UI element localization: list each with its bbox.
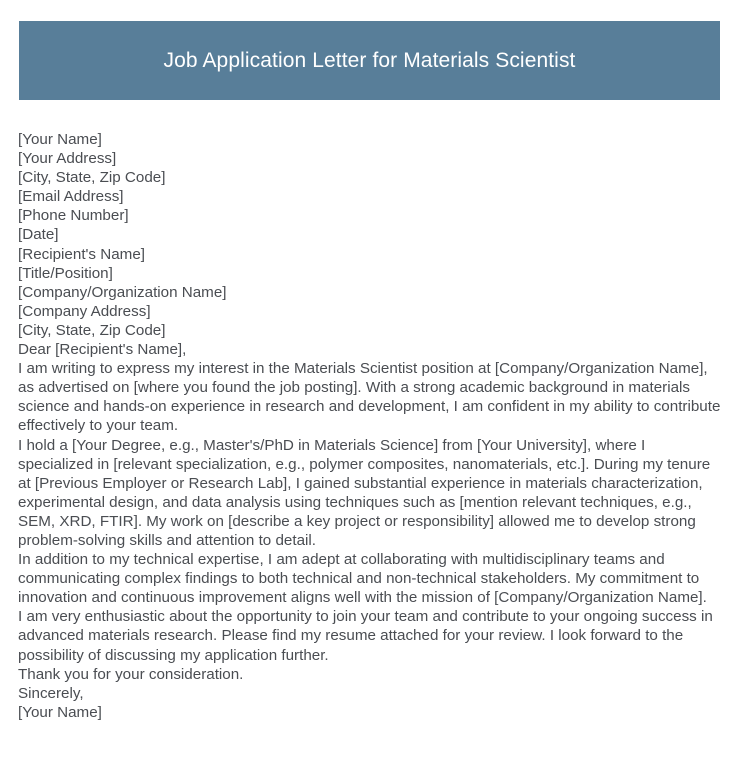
thank-you-line: Thank you for your consideration. (18, 665, 244, 683)
body-paragraph-1: I am writing to express my interest in the Materials Scientist position at [Company/Organization Name], as advertised on [where you found the job posting]. With a strong academic background in materials science and hands-on experience in research and development, I am confident in my ability to contribute effectively to your team. (18, 360, 721, 435)
letter-body (18, 130, 722, 722)
letter-header-banner (19, 21, 720, 100)
recipient-line: [Recipient's Name] (18, 245, 145, 263)
closing-line: Sincerely, (18, 684, 84, 702)
recipient-line: [Company Address] (18, 302, 151, 320)
sender-line: [City, State, Zip Code] (18, 169, 166, 187)
body-paragraph-3: In addition to my technical expertise, I am adept at collaborating with multidisciplinary teams and communicating complex findings to both technical and non-technical stakeholders. My commitment to innovation and continuous improvement aligns well with the mission of [Company/Organization Name]. (18, 551, 707, 607)
recipient-line: [Company/Organization Name] (18, 283, 227, 301)
signature-line: [Your Name] (18, 703, 102, 721)
recipient-line: [Title/Position] (18, 264, 113, 282)
body-paragraph-4: I am very enthusiastic about the opportunity to join your team and contribute to your ongoing success in advanced materials research. Please find my resume attached for your review. I look forward to the possibility of discussing my application further. (18, 608, 713, 664)
page-title: Job Application Letter for Materials Scientist (163, 48, 576, 72)
sender-date-line: [Date] (18, 226, 59, 244)
recipient-line: [City, State, Zip Code] (18, 321, 166, 339)
salutation: Dear [Recipient's Name], (18, 341, 187, 359)
sender-line: [Email Address] (18, 188, 124, 206)
sender-address-block (18, 130, 722, 245)
sender-line: [Your Address] (18, 150, 117, 168)
sender-line: [Your Name] (18, 131, 102, 148)
recipient-address-block (18, 245, 722, 340)
sender-line: [Phone Number] (18, 207, 129, 225)
body-paragraph-2: I hold a [Your Degree, e.g., Master's/PhD in Materials Science] from [Your University], where I specialized in [relevant specialization, e.g., polymer composites, nanomaterials, etc.]. During my tenure at [Previous Employer or Research Lab], I gained substantial experience in materials characterization, experimental design, and data analysis using techniques such as [mention relevant techniques, e.g., SEM, XRD, FTIR]. My work on [describe a key project or responsibility] allowed me to develop strong problem-solving skills and attention to detail. (18, 436, 711, 549)
